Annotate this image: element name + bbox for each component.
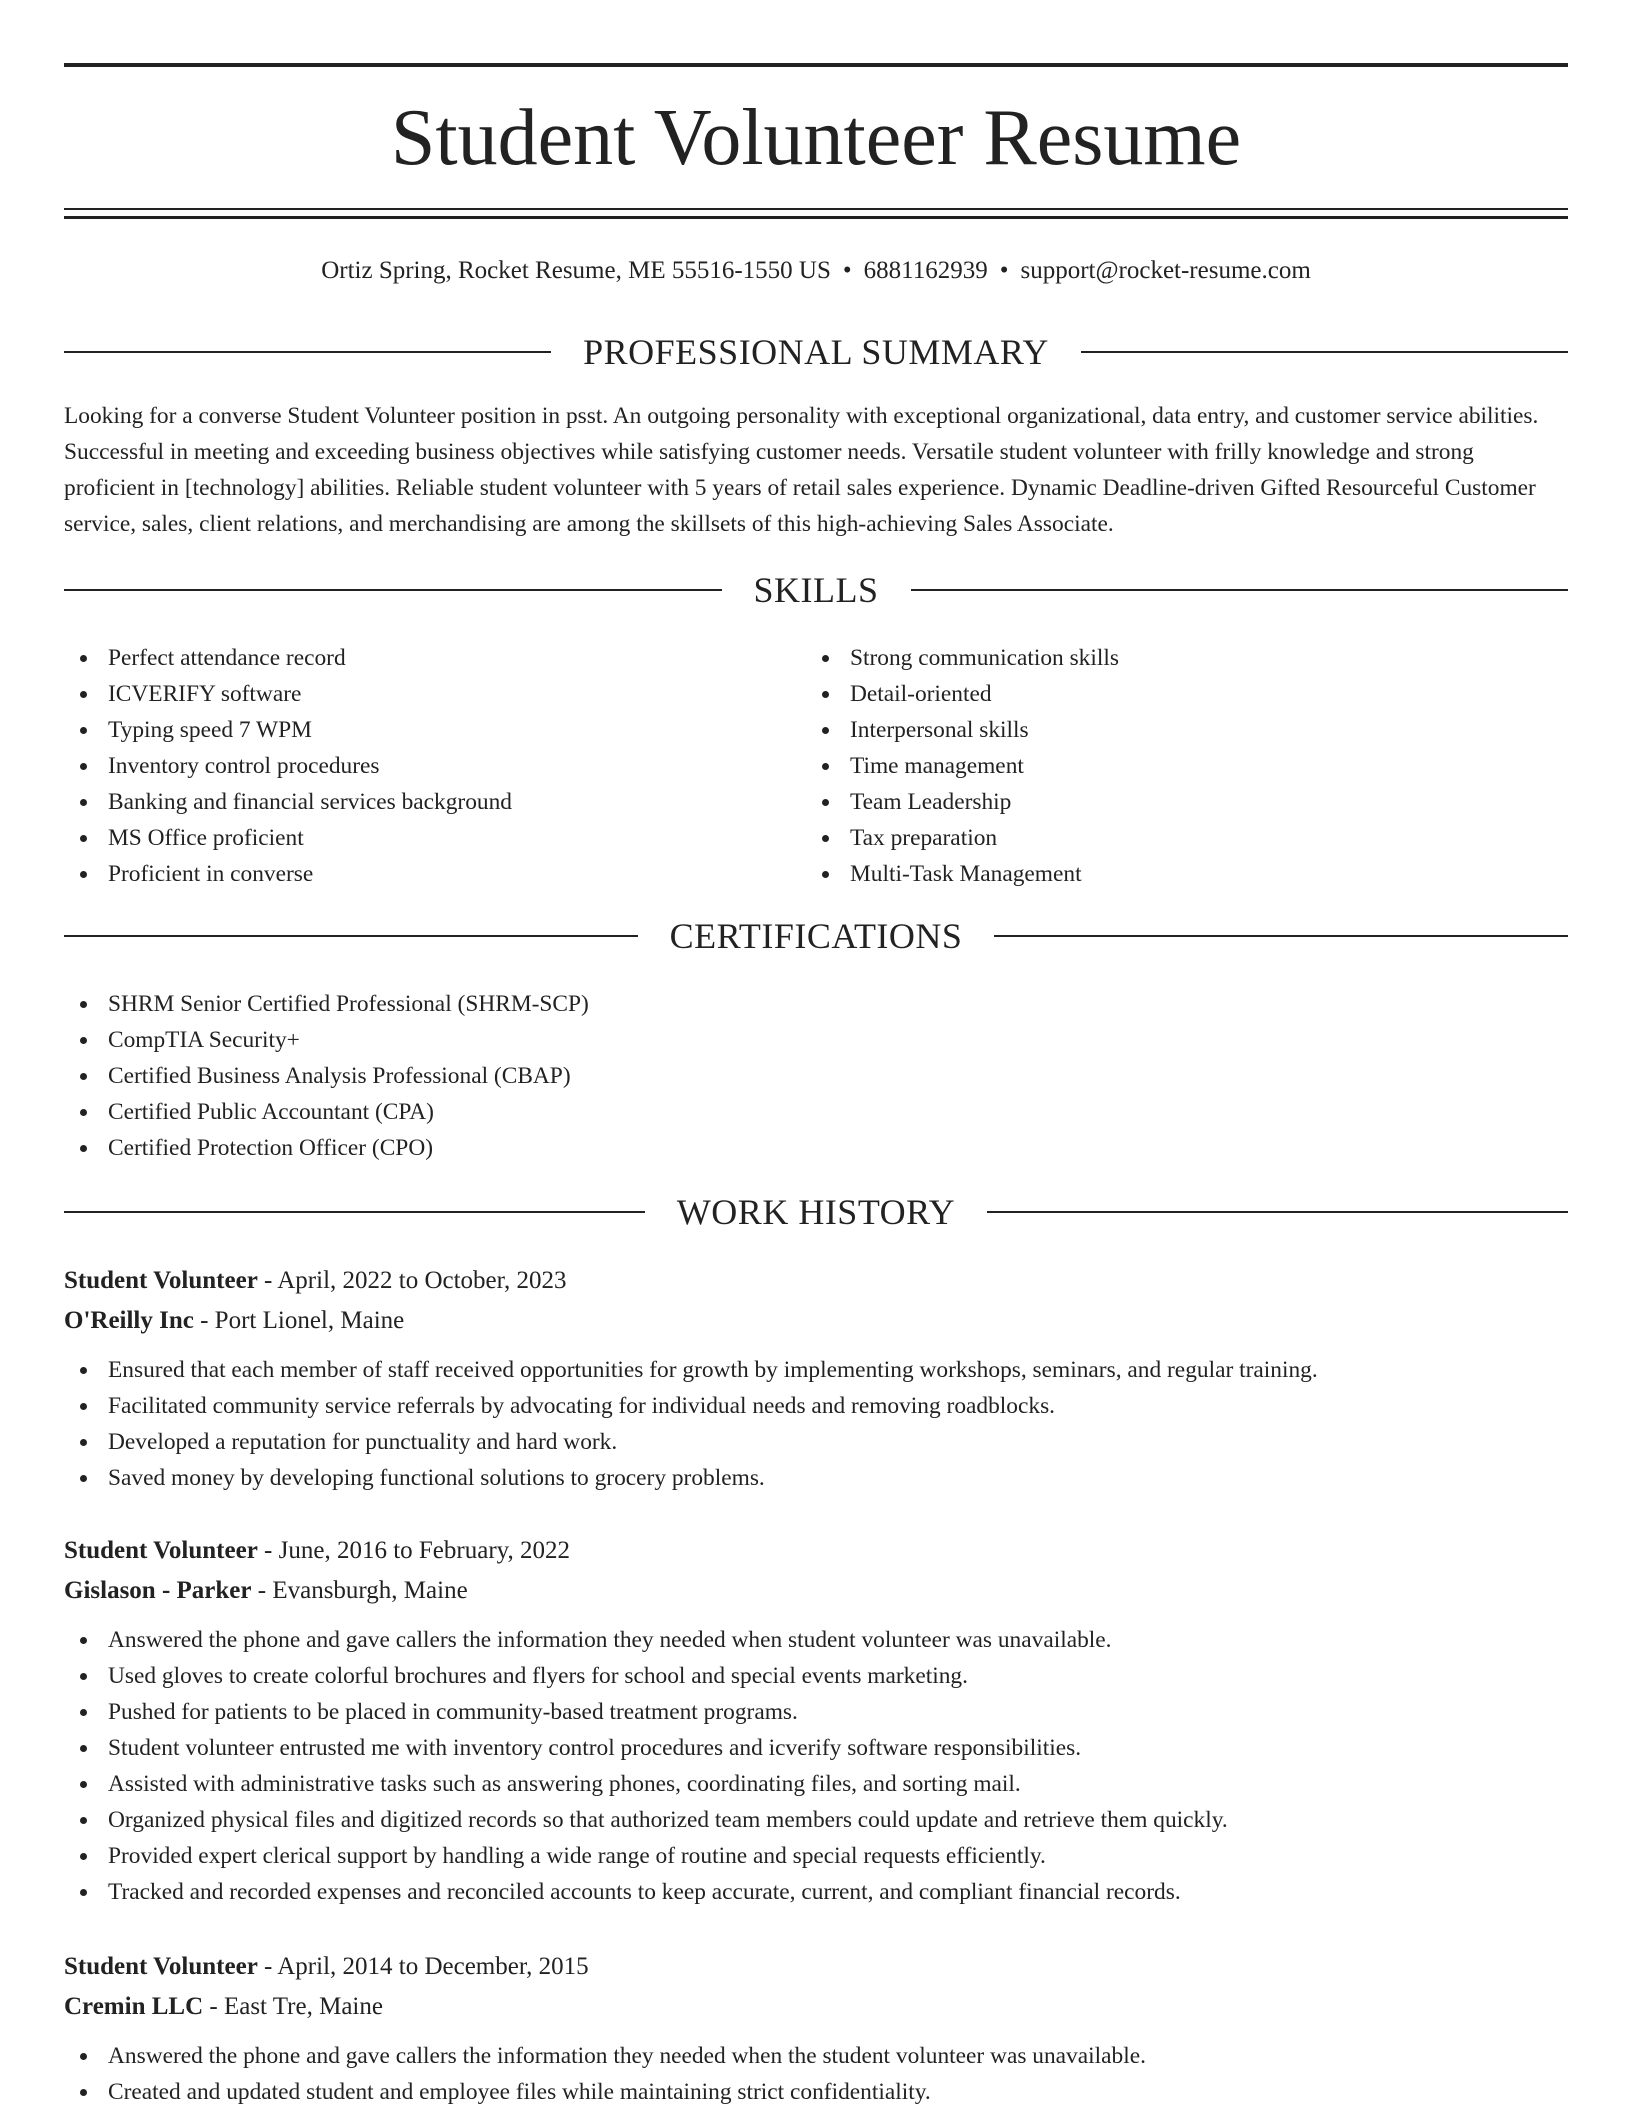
job-dates: - April, 2022 to October, 2023 bbox=[257, 1267, 567, 1294]
contact-separator: • bbox=[999, 257, 1009, 284]
title-rule-upper bbox=[64, 208, 1568, 210]
job-dates: - April, 2014 to December, 2015 bbox=[257, 1953, 589, 1980]
summary-heading bbox=[64, 330, 1568, 374]
contact-email: support@rocket-resume.com bbox=[1020, 257, 1311, 284]
job-company-line bbox=[64, 1571, 1568, 1611]
heading-rule bbox=[64, 589, 722, 591]
job-title-line bbox=[64, 1531, 1568, 1571]
certifications-list bbox=[64, 986, 1568, 1166]
job-title-line bbox=[64, 1947, 1568, 1987]
heading-rule bbox=[64, 935, 638, 937]
top-rule bbox=[64, 63, 1568, 67]
job-bullet: Pushed for patients to be placed in community-based treatment programs. bbox=[64, 1694, 1568, 1730]
job-bullet: Ensured that each member of staff received opportunities for growth by implementing workshops, seminars, and regular training. bbox=[64, 1352, 1568, 1388]
certification-item: Certified Business Analysis Professional (CBAP) bbox=[64, 1058, 1568, 1094]
job-bullet: Organized physical files and digitized records so that authorized team members could update and retrieve them quickly. bbox=[64, 1802, 1568, 1838]
skill-item: Multi-Task Management bbox=[806, 856, 1566, 892]
job-company-line bbox=[64, 1301, 1568, 1341]
skills-heading-label: SKILLS bbox=[753, 570, 879, 610]
skill-item: Interpersonal skills bbox=[806, 712, 1566, 748]
job-company: O'Reilly Inc bbox=[64, 1307, 194, 1334]
skills-list-right bbox=[806, 640, 1566, 892]
heading-rule bbox=[911, 589, 1569, 591]
job-bullets bbox=[64, 1352, 1568, 1496]
job-company: Cremin LLC bbox=[64, 1993, 204, 2020]
job-title-line bbox=[64, 1261, 1568, 1301]
job-bullet: Facilitated community service referrals by advocating for individual needs and removing roadblocks. bbox=[64, 1388, 1568, 1424]
skill-item: Time management bbox=[806, 748, 1566, 784]
skill-item: Strong communication skills bbox=[806, 640, 1566, 676]
summary-text: Looking for a converse Student Volunteer position in psst. An outgoing personality with exceptional organizational, data entry, and customer service abilities. Successful in meeting and exceeding business objectives while satisfying customer needs. Versatile student volunteer with frilly knowledge and strong proficient in [technology] abilities. Reliable student volunteer with 5 years of retail sales experience. Dynamic Deadline-driven Gifted Resourceful Customer service, sales, client relations, and merchandising are among the skillsets of this high-achieving Sales Associate. bbox=[64, 403, 1539, 537]
summary-heading-label: PROFESSIONAL SUMMARY bbox=[583, 332, 1049, 372]
certification-item: SHRM Senior Certified Professional (SHRM-SCP) bbox=[64, 986, 1568, 1022]
heading-rule bbox=[987, 1211, 1568, 1213]
job-dates: - June, 2016 to February, 2022 bbox=[257, 1537, 571, 1564]
contact-separator: • bbox=[842, 257, 852, 284]
certification-item: CompTIA Security+ bbox=[64, 1022, 1568, 1058]
skill-item: MS Office proficient bbox=[64, 820, 804, 856]
skill-item: Tax preparation bbox=[806, 820, 1566, 856]
contact-address: Ortiz Spring, Rocket Resume, ME 55516-1550 US bbox=[321, 257, 831, 284]
job-entry bbox=[64, 1947, 1568, 2110]
skill-item: ICVERIFY software bbox=[64, 676, 804, 712]
job-bullet: Used gloves to create colorful brochures and flyers for school and special events marketing. bbox=[64, 1658, 1568, 1694]
resume-title: Student Volunteer Resume bbox=[390, 94, 1242, 182]
heading-rule bbox=[994, 935, 1568, 937]
certifications-heading bbox=[64, 914, 1568, 958]
skill-item: Typing speed 7 WPM bbox=[64, 712, 804, 748]
job-company: Gislason - Parker bbox=[64, 1577, 252, 1604]
job-title: Student Volunteer bbox=[64, 1537, 258, 1564]
job-location: - East Tre, Maine bbox=[203, 1993, 383, 2020]
job-bullets bbox=[64, 2038, 1568, 2110]
certification-item: Certified Public Accountant (CPA) bbox=[64, 1094, 1568, 1130]
skill-item: Banking and financial services background bbox=[64, 784, 804, 820]
job-bullet: Assisted with administrative tasks such as answering phones, coordinating files, and sorting mail. bbox=[64, 1766, 1568, 1802]
skill-item: Team Leadership bbox=[806, 784, 1566, 820]
contact-phone: 6881162939 bbox=[863, 257, 988, 284]
job-bullet: Answered the phone and gave callers the information they needed when the student volunteer was unavailable. bbox=[64, 2038, 1568, 2074]
skill-item: Proficient in converse bbox=[64, 856, 804, 892]
contact-line bbox=[64, 254, 1568, 288]
title-rule-lower bbox=[64, 216, 1568, 219]
job-title: Student Volunteer bbox=[64, 1267, 258, 1294]
work-history-heading-label: WORK HISTORY bbox=[676, 1192, 956, 1232]
job-location: - Port Lionel, Maine bbox=[193, 1307, 405, 1334]
heading-rule bbox=[64, 351, 551, 353]
skills-heading bbox=[64, 568, 1568, 612]
job-bullet: Created and updated student and employee files while maintaining strict confidentiality. bbox=[64, 2074, 1568, 2110]
job-bullet: Saved money by developing functional solutions to grocery problems. bbox=[64, 1460, 1568, 1496]
job-location: - Evansburgh, Maine bbox=[251, 1577, 468, 1604]
job-bullet: Tracked and recorded expenses and reconciled accounts to keep accurate, current, and compliant financial records. bbox=[64, 1874, 1568, 1910]
job-title: Student Volunteer bbox=[64, 1953, 258, 1980]
heading-rule bbox=[64, 1211, 645, 1213]
job-bullet: Student volunteer entrusted me with inventory control procedures and icverify software responsibilities. bbox=[64, 1730, 1568, 1766]
certification-item: Certified Protection Officer (CPO) bbox=[64, 1130, 1568, 1166]
job-company-line bbox=[64, 1987, 1568, 2027]
skills-list-left bbox=[64, 640, 804, 892]
job-bullets bbox=[64, 1622, 1568, 1910]
job-bullet: Answered the phone and gave callers the information they needed when student volunteer was unavailable. bbox=[64, 1622, 1568, 1658]
skill-item: Inventory control procedures bbox=[64, 748, 804, 784]
job-entry bbox=[64, 1261, 1568, 1496]
work-history-heading bbox=[64, 1190, 1568, 1234]
certifications-heading-label: CERTIFICATIONS bbox=[669, 916, 963, 956]
skill-item: Perfect attendance record bbox=[64, 640, 804, 676]
skill-item: Detail-oriented bbox=[806, 676, 1566, 712]
job-bullet: Developed a reputation for punctuality and hard work. bbox=[64, 1424, 1568, 1460]
job-entry bbox=[64, 1531, 1568, 1910]
job-bullet: Provided expert clerical support by handling a wide range of routine and special requests efficiently. bbox=[64, 1838, 1568, 1874]
heading-rule bbox=[1081, 351, 1568, 353]
